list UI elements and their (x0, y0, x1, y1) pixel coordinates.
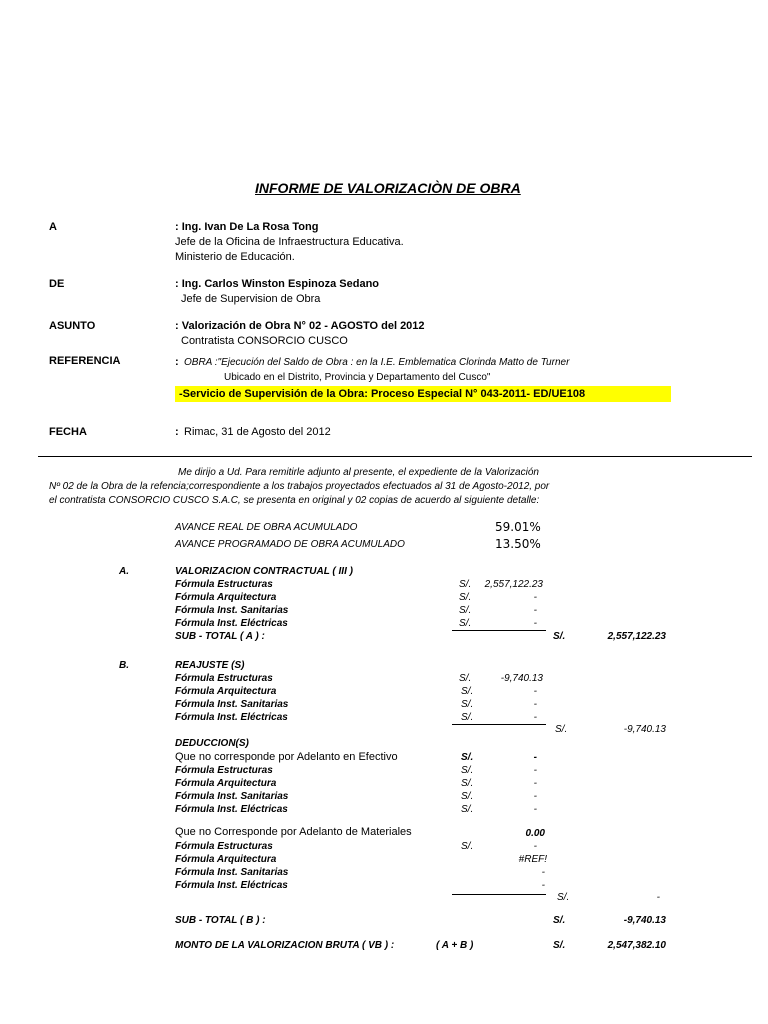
referencia-highlight-text: -Servicio de Supervisión de la Obra: Proceso Especial N° 043-2011- ED/UE108 (179, 388, 586, 400)
referencia-label: REFERENCIA (49, 355, 121, 367)
a-row-currency: S/. (459, 618, 472, 629)
intro-line2: Nº 02 de la Obra de la refencia;correspondiente a los trabajos proyectados efectuados al 31 de Agosto-2012, por (49, 481, 550, 492)
avance-real-label: AVANCE REAL DE OBRA ACUMULADO (175, 522, 358, 533)
b-row-value: - (533, 686, 537, 697)
asunto-line1: Contratista CONSORCIO CUSCO (181, 335, 348, 347)
a-line1: Jefe de la Oficina de Infraestructura Educativa. (175, 236, 404, 248)
efectivo-row-label: Fórmula Arquitectura (175, 778, 277, 789)
efectivo-row-currency: S/. (461, 804, 474, 815)
materiales-row-currency: S/. (461, 841, 474, 852)
fecha-text: Rimac, 31 de Agosto del 2012 (184, 426, 331, 438)
header-divider (38, 456, 752, 457)
efectivo-row-label: Fórmula Inst. Sanitarias (175, 791, 289, 802)
avance-prog-label: AVANCE PROGRAMADO DE OBRA ACUMULADO (175, 539, 405, 550)
efectivo-row-value: - (533, 778, 537, 789)
reajuste-total-currency: S/. (555, 724, 568, 735)
a-row-label: Fórmula Arquitectura (175, 592, 277, 603)
efectivo-row-currency: S/. (461, 765, 474, 776)
efectivo-row-label: Fórmula Estructuras (175, 765, 273, 776)
b-row-currency: S/. (461, 699, 474, 710)
de-line1: Jefe de Supervision de Obra (181, 293, 321, 305)
materiales-label: Que no Corresponde por Adelanto de Materiales (175, 826, 412, 838)
b-row-label: Fórmula Inst. Sanitarias (175, 699, 289, 710)
efectivo-value: - (533, 752, 537, 763)
referencia-line2: Ubicado en el Distrito, Provincia y Departamento del Cusco" (224, 372, 491, 383)
reajuste-total-value: -9,740.13 (623, 724, 666, 735)
referencia-highlight (175, 386, 671, 402)
referencia-colon: : (175, 356, 179, 368)
monto-value: 2,547,382.10 (607, 940, 666, 951)
a-name: : Ing. Ivan De La Rosa Tong (175, 221, 319, 233)
deduccion-total-currency: S/. (557, 892, 570, 903)
page-title: INFORME DE VALORIZACIÒN DE OBRA (255, 180, 521, 196)
efectivo-label: Que no corresponde por Adelanto en Efectivo (175, 751, 398, 763)
b-row-currency: S/. (459, 673, 472, 684)
intro-line3: el contratista CONSORCIO CUSCO S.A.C, se presenta en original y 02 copias de acuerdo al siguiente detalle: (49, 495, 540, 506)
materiales-sum-line (452, 894, 546, 895)
a-row-label: Fórmula Inst. Eléctricas (175, 618, 288, 629)
efectivo-row-label: Fórmula Inst. Eléctricas (175, 804, 288, 815)
efectivo-row-value: - (533, 804, 537, 815)
asunto-text: : Valorización de Obra N° 02 - AGOSTO del 2012 (175, 320, 425, 332)
efectivo-row-currency: S/. (461, 791, 474, 802)
section-a-heading: VALORIZACION CONTRACTUAL ( III ) (175, 566, 353, 577)
b-row-label: Fórmula Arquitectura (175, 686, 277, 697)
deduccion-heading: DEDUCCION(S) (175, 738, 249, 749)
a-row-label: Fórmula Estructuras (175, 579, 273, 590)
materiales-row-label: Fórmula Inst. Sanitarias (175, 867, 289, 878)
materiales-row-label: Fórmula Inst. Eléctricas (175, 880, 288, 891)
avance-real-value: 59.01% (495, 520, 541, 534)
deduccion-total-value: - (656, 892, 660, 903)
efectivo-row-value: - (533, 765, 537, 776)
avance-prog-value: 13.50% (495, 537, 541, 551)
a-sum-line (452, 630, 546, 631)
a-row-label: Fórmula Inst. Sanitarias (175, 605, 289, 616)
a-row-currency: S/. (459, 592, 472, 603)
b-row-label: Fórmula Inst. Eléctricas (175, 712, 288, 723)
b-row-value: - (533, 699, 537, 710)
a-row-value: 2,557,122.23 (484, 579, 543, 590)
b-row-currency: S/. (461, 712, 474, 723)
a-row-value: - (533, 605, 537, 616)
a-row-value: - (533, 592, 537, 603)
efectivo-row-currency: S/. (461, 778, 474, 789)
b-sum-line (452, 724, 546, 725)
referencia-line1: OBRA :"Ejecución del Saldo de Obra : en la I.E. Emblematica Clorinda Matto de Turner (184, 357, 570, 368)
materiales-row-value: - (533, 841, 537, 852)
de-label: DE (49, 278, 65, 290)
a-line2: Ministerio de Educación. (175, 251, 295, 263)
de-name: : Ing. Carlos Winston Espinoza Sedano (175, 278, 380, 290)
b-subtotal-currency: S/. (553, 915, 566, 926)
efectivo-row-value: - (533, 791, 537, 802)
a-subtotal-label: SUB - TOTAL ( A ) : (175, 631, 265, 642)
b-row-currency: S/. (461, 686, 474, 697)
b-subtotal-value: -9,740.13 (623, 915, 666, 926)
materiales-value: 0.00 (525, 828, 545, 839)
a-row-currency: S/. (459, 605, 472, 616)
monto-currency: S/. (553, 940, 566, 951)
monto-formula: ( A + B ) (436, 940, 474, 951)
materiales-row-value: - (541, 867, 545, 878)
a-row-value: - (533, 618, 537, 629)
materiales-row-value: #REF! (518, 854, 547, 865)
fecha-colon: : (175, 426, 179, 438)
materiales-row-label: Fórmula Arquitectura (175, 854, 277, 865)
materiales-row-label: Fórmula Estructuras (175, 841, 273, 852)
a-label: A (49, 221, 57, 233)
monto-label: MONTO DE LA VALORIZACION BRUTA ( VB ) : (175, 940, 395, 951)
efectivo-currency: S/. (461, 752, 474, 763)
section-b-letter: B. (119, 660, 129, 671)
b-row-value: -9,740.13 (500, 673, 543, 684)
a-row-currency: S/. (459, 579, 472, 590)
a-subtotal-currency: S/. (553, 631, 566, 642)
b-row-value: - (533, 712, 537, 723)
intro-line1: Me dirijo a Ud. Para remitirle adjunto al presente, el expediente de la Valorización (178, 467, 539, 478)
b-subtotal-label: SUB - TOTAL ( B ) : (175, 915, 266, 926)
a-subtotal-value: 2,557,122.23 (607, 631, 666, 642)
materiales-row-value: - (541, 880, 545, 891)
section-a-letter: A. (119, 566, 129, 577)
section-b-heading: REAJUSTE (S) (175, 660, 245, 671)
b-row-label: Fórmula Estructuras (175, 673, 273, 684)
fecha-label: FECHA (49, 426, 87, 438)
asunto-label: ASUNTO (49, 320, 96, 332)
